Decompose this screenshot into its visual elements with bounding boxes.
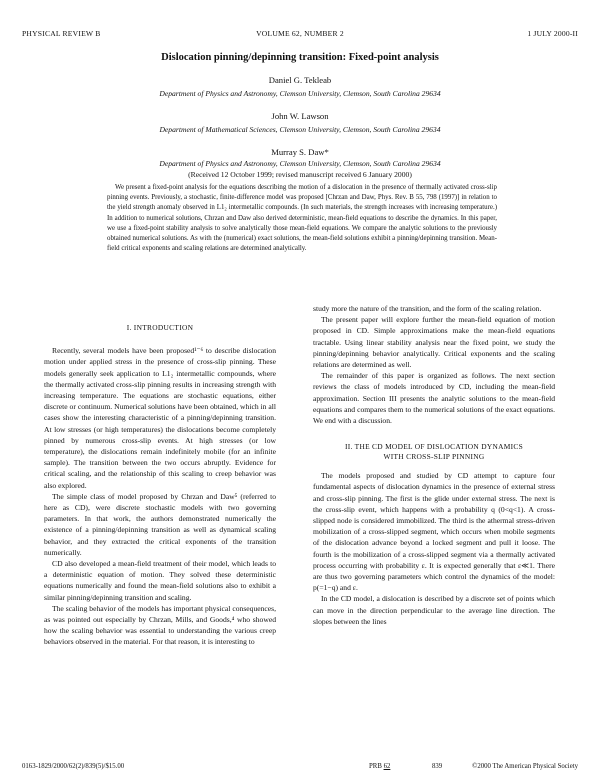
section-heading-line: II. THE CD MODEL OF DISLOCATION DYNAMICS (344, 442, 524, 452)
journal-name: PHYSICAL REVIEW B (22, 29, 101, 38)
paragraph: The scaling behavior of the models has important physical consequences, as was pointed out especially by Chrzan, Mills, and Goods,⁴ who showed how the scaling behavior was essential to understanding the various creep behaviors observed in the material. For that reason, it is interesting to (44, 603, 276, 647)
running-header (22, 29, 578, 41)
received-dates: (Received 12 October 1999; revised manuscript received 6 January 2000) (188, 170, 412, 179)
journal-abbrev: PRB (369, 763, 382, 770)
author-name: John W. Lawson (271, 111, 329, 121)
section-heading-line: WITH CROSS-SLIP PINNING (383, 452, 485, 462)
paragraph: CD also developed a mean-field treatment of their model, which leads to a deterministic equation of motion. They solved these deterministic equations numerically and found the mean-field solutions also to exhibit a similar pinning/depinning transition and scaling. (44, 559, 276, 602)
author-affiliation: Department of Mathematical Sciences, Clemson University, Clemson, South Carolina 29634 (159, 125, 441, 134)
author-affiliation: Department of Physics and Astronomy, Clemson University, Clemson, South Carolina 29634 (159, 159, 441, 168)
journal-volume (369, 763, 390, 770)
section-heading: I. INTRODUCTION (126, 323, 194, 332)
author-name: Murray S. Daw* (271, 147, 329, 157)
paragraph: The simple class of model proposed by Chrzan and Daw⁵ (referred to here as CD), were discrete stochastic models with two governing parameters. In that work, the authors demonstrated numerically the existence of a pinning/depinning transition as well as dynamical scaling behavior, and they extracted the critical exponents of the transition numerically. (44, 491, 276, 557)
journal-volume-number: 62 (383, 763, 391, 770)
copyright: ©2000 The American Physical Society (472, 763, 578, 770)
paragraph: The remainder of this paper is organized as follows. The next section reviews the class of models introduced by CD, including the mean-field approximation. Section III presents the analytic solutions to the mean-field equations and compares them to the numerical solutions of the exact equations. We end with a discussion. (313, 371, 555, 426)
left-column (44, 322, 276, 648)
page-number: 839 (432, 763, 443, 770)
section-heading (313, 442, 555, 462)
abstract: We present a fixed-point analysis for the equations describing the motion of a dislocation in the presence of thermally activated cross-slip pinning events. Previously, a stochastic, finite-difference model was proposed [Chrzan and Daw, Phys. Rev. B 55, 798 (1997)] in relation to the yield strength anomaly observed in L1₂ intermetallic compounds. (In such materials, the strength increases with increasing temperature.) In addition to numerical solutions, Chrzan and Daw also derived deterministic, mean-field equations to describe the dynamics. In this paper, we use a fixed-point stability analysis to solve analytically those mean-field equations. We compare the analytic solutions to the previously obtained numerical solutions. As with the (numerical) exact solutions, the mean-field solutions exhibit a pinning/depinning transition. Mean-field critical exponents and scaling relations are determined analytically. (107, 184, 497, 253)
article-code: 0163-1829/2000/62(2)/839(5)/$15.00 (22, 763, 125, 770)
author-name: Daniel G. Tekleab (268, 75, 332, 85)
paragraph: The models proposed and studied by CD attempt to capture four fundamental aspects of dislocation dynamics in the presence of external stress and cross-slip pinning. The first is the glide under external stress. The next is the cross-slip event, which happens with a probability q (0<q<1). A cross-slipped node is considered immobilized. The third is the athermal stress-driven mobilization of a cross-slipped segment, which occurs when mobile segments of the dislocation advance beyond a locked segment and pull it loose. The fourth is the mobilization of a cross-slipped segment via a thermally activated process occurring with probability ε. It is expected generally that ε≪1. There are thus two governing parameters which control the dynamics of the model: p(=1−q) and ε. (313, 471, 555, 593)
volume-number: VOLUME 62, NUMBER 2 (256, 29, 344, 38)
paragraph: In the CD model, a dislocation is described by a discrete set of points which can move in the direction perpendicular to the average line direction. The slopes between the lines (313, 594, 555, 626)
paragraph: study more the nature of the transition, and the form of the scaling relation. (313, 304, 542, 313)
paragraph: The present paper will explore further the mean-field equation of motion proposed in CD. Simple approximations make the mean-field equations tractable. Using linear stability analysis near the fixed point, we study the pinning/depinning behavior analytically. Critical exponents and the scaling relations are determined as well. (313, 315, 555, 370)
paragraph: Recently, several models have been proposed¹⁻⁶ to describe dislocation motion under applied stress in the presence of cross-slip pinning. These models generally seek application to L1₂ intermetallic compounds, where the thermally activated cross-slip pinning results in increasing strength with increasing temperature. The equations are stochastic equations, either discrete or continuum. Numerical solutions have been obtained, which in all cases show the interesting characteristic of a pinning/depinning transition. At low stresses (or high temperatures) the dislocations become completely pinned by numerous cross-slip events. At high stresses (or low temperature), the dislocations remain indefinitely mobile (for an infinite sample). The transition between the two occurs abruptly. Evidence for critical scaling, and the relationship of this scaling to creep behavior was also explored. (44, 346, 276, 490)
issue-date: 1 JULY 2000-II (527, 29, 578, 38)
article-title: Dislocation pinning/depinning transition: Fixed-point analysis (161, 52, 439, 63)
right-column (313, 303, 555, 627)
author-affiliation: Department of Physics and Astronomy, Clemson University, Clemson, South Carolina 29634 (159, 89, 441, 98)
